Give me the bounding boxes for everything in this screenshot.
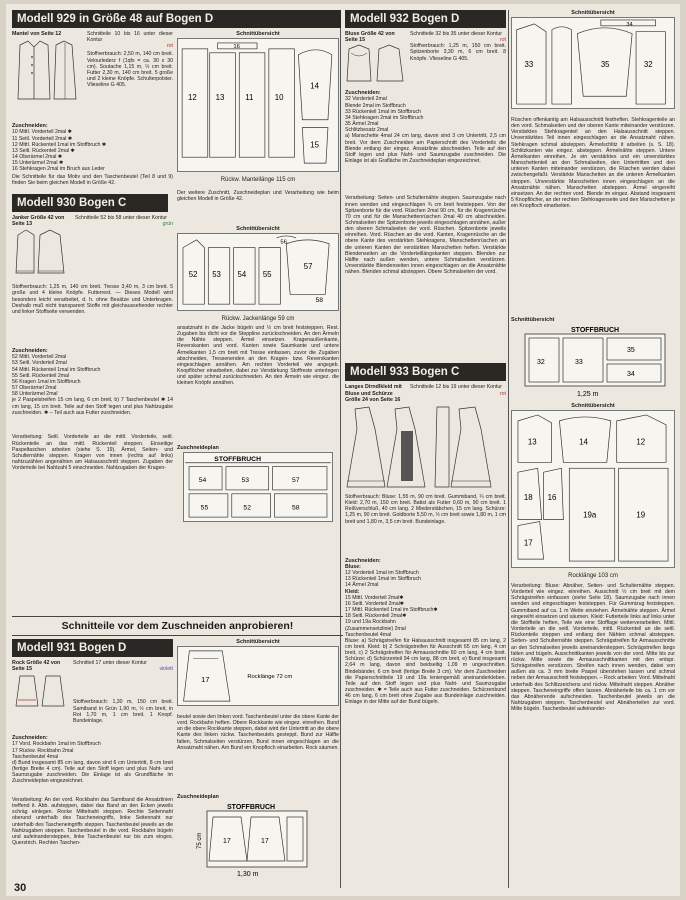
- m931-pattern-diagram: [177, 646, 339, 706]
- m930-pattern-diagram: [177, 233, 339, 311]
- page-number: 30: [14, 882, 27, 894]
- list-item: Blende 2mal im Stoffbruch: [345, 102, 406, 109]
- column-3: [345, 10, 506, 890]
- svg-text:53: 53: [212, 269, 221, 279]
- m931-pieces-list: [12, 741, 173, 759]
- m931-diagram-title: Schnittübersicht: [236, 639, 280, 645]
- list-item: 52 Mittl. Vorderteil 2mal: [12, 354, 67, 361]
- m932-verbrauch: Stoffverbrauch: 1,25 m, 150 cm breit. Spitzenborte 3,30 m, 6 cm breit. 8 Knöpfe. Vlieseline G 405.: [410, 43, 506, 62]
- svg-text:55: 55: [262, 269, 272, 279]
- m929-pieces-list: [12, 129, 173, 172]
- m932-blouse-sketch: [345, 43, 407, 83]
- modell-931-right: [177, 639, 339, 889]
- m929-verbrauch: Stoffverbrauch: 2,50 m, 140 cm breit. Velourlederz f (1qfs = ca. 30 x 30 cm). Soutache 1,15 m, ½ cm breit. Futter 2,30 m, 140 cm breit. 5 große und 2 kleine Knöpfe. Schulterpolster. Vlieseline G 405.: [87, 51, 173, 89]
- svg-text:56: 56: [280, 239, 287, 246]
- m930-right-text: ansatznaht in die Jacke bügeln und ½ cm breit feststeppen. Rest. Zugaben bis dicht vor die Steppline zurückschneiden. An den Ärmeln die Nähte steppen. Ärmel einsetzen. Kragenaußenkante, Reverskanten und vord. Kanten sowie Saumkante und untere Ärmelkanten 1,5 cm breit mit Tresse einfassen, zuvor die Zugaben abschneiden, Tressenenden an den Kragen- bzw. Reverskanten eingeschlagen annähen. Am rechten Vorderteil wie angegeb. Knopflöcher einarbeiten, dabei zur Verstärkung Stoffreste unterlegen und später schmal zurückschneiden. An den Ärmeln wie eingez. die kleinen Knöpfe annähen.: [177, 325, 339, 387]
- m931-contour: violett: [159, 666, 173, 673]
- magazine-page: [6, 4, 680, 896]
- list-item: 17 Rückw. Rockbahn 2mal: [12, 747, 74, 754]
- list-item: Taschenbeutel 4mal: [345, 631, 392, 638]
- m933-garment: Langes Dirndlkleid mit Bluse und Schürze Größe 24 von Seite 16: [345, 384, 402, 403]
- m932-diagram-title: Schnittübersicht: [571, 10, 615, 16]
- svg-text:12: 12: [188, 93, 197, 103]
- m931-zuschneiden-label: Zuschneiden:: [12, 735, 48, 742]
- svg-text:17: 17: [200, 674, 210, 684]
- m930-text3: Verarbeitung: Seitl. Vorderteile an die mittl. Vorderteile, seitl. Rückenteile an das mittl. Rückenteil steppen. Einseitige Paspeltaschen arbeiten (siehe S. 19). Ärmel, Seiten- und Schulternähte steppen. Kragen von innen (rechts auf links) nahtzuzählen angenähten am Halsausschnitt steppen. Zugaben der Vorderteile bei Nahtzahl 5 einschneiden. Nahtzugaben der Kragen-: [12, 434, 173, 472]
- svg-text:13: 13: [527, 437, 537, 447]
- m931-plan-width: 1,30 m: [237, 871, 259, 878]
- svg-text:34: 34: [626, 21, 633, 28]
- list-item: 19 und 19a Rockbahn: [345, 619, 396, 626]
- svg-text:16: 16: [233, 43, 240, 50]
- svg-text:35: 35: [627, 347, 635, 354]
- m929-garment: Mantel von Seite 12: [12, 31, 62, 37]
- m929-zuschneiden-label: Zuschneiden:: [12, 123, 48, 130]
- m933-text1: Stoffverbrauch: Bluse: 1,55 m, 90 cm breit. Gummiband, ¼ cm breit. Kleid: 2,70 m, 150 cm breit. Batist als Futter 0,60 m, 90 cm breit. 1 Reißverschluß, 40 cm lang. 2 Miederstäbchen, 15 cm lang. Schürze: 1,25 m, 90 cm breit. Goldborte 5,50 m, ½ cm breit sowie 1,80 m, 1 cm breit und 1,80 m, 3,5 cm breit. Bundeinlage.: [345, 493, 506, 525]
- modell-933-title: Modell 933 Bogen C: [345, 363, 506, 381]
- m931-plan-label: Zuschneideplan: [177, 794, 219, 800]
- m933-contour: rot: [499, 390, 506, 397]
- m932-text1: a) Manschette 4mal 24 cm lang, davon sind 3 cm Untertritt, 2,5 cm breit. Vor dem Zuschneiden am Papierschnitt des Vorderteils die Blende entlang der eingez. Ansatzlinie abschneiden. Teile auf den Stoff legen und plus Naht- und Saumzugabe zuschneiden. Die Einlage ist als Grafläche im Zuschneideplan eingezeichnet.: [345, 133, 506, 164]
- list-item: 34 Stehkragen 2mal im Stoffbruch: [345, 114, 424, 121]
- m932-right-text: Rüschen offenkantig am Halsausschnitt festheften. Stehkragenteile an den vord. Schmalseiten und der oberen Kante miteinander verstürzen. Verstärktes Stehkragenteil an den Halsausschnitt steppen. Unverstärktes Teil innen eingeschlagen an die Ansatznaht nähen. Stehkragen schmal absteppen. Ärmelschlitz it arbeiten (s. S. 18). Schlitzkanten wie eingez. absteppen. Ärmelnähte steppen. Untere Ärmelkanten einreihen. Je ein verstärktes und ein unverstärktes Manschettenteil an den Schmalseiten, den Untertritten und den unteren Kanten miteinander verstürzen, die Rüschen werden dabei zwischengefaßt. Verstärkte Manschetten an die unteren Ärmelkanten steppen. Unverstärkte Manschetten innen eingeschlagen an die Ansatznähte nähen. Manschetten absteppen. Ärmel eingereiht einsetzen. An der rechten vord. Blende im eingez. Abstand insgesamt 5 Knopflöcher, an der rechten Stehkragenseite und den Manschetten je ein Knopfloch einarbeiten.: [511, 117, 675, 210]
- list-item: 17 Mittl. Rückenteil 1mal im Stoffbruch✱: [345, 607, 438, 614]
- svg-text:54: 54: [237, 269, 247, 279]
- m929-right-text: Der weitere Zuschnitt, Zuschneideplan und Verarbeitung wie beim gleichen Modell in Größe 42.: [177, 190, 339, 203]
- m930-text1: Stoffverbrauch: 1,25 m, 140 cm breit. Tresse 3,40 m, 3 cm breit. 5 große und 4 kleine Knöpfe. Futterrest. — Dieses Modell wird besonders leicht verarbeitet, d. h. ohne Besätze und Unterkragen. Deshalb muß nicht transparent Stoffe mit gleichaussehender rechter und linker Stoffseite verwenden.: [12, 284, 173, 315]
- svg-text:32: 32: [643, 59, 653, 69]
- m932-pattern-diagram: [511, 17, 675, 109]
- svg-text:13: 13: [215, 93, 225, 103]
- m932-text2: Verarbeitung: Seiten- und Schulternähte steppen. Saumzugabe nach innen wenden und eingeschlagen ¾ cm breit feststeppen. Von der Spitzenborte für die vord. Rüschen 2mal 90 cm, für die Kragenrüsche 70 cm und für die Manschettenrüschen 2mal 40 cm abschneiden. Schmalseiten der Spitzenborte jeweils eingeschlagen annähen, außer den oberen Schmalseiten der vord. Rüschen. Spitzenborte jeweils einreihen. Vord. Rüschen an die vord. Kanten, Kragenrüsche an die obere Kante des verstärkten Stehkragens, Manschettenrüschen an die unteren Kanten der verstärkten Manschetten heften. Verstärkte Blendenseiten an die Vorderteillängskanten steppen. Blenden zur Hälfte nach außen wenden, untere Schmalseiten verstürzen. Unverstärkte Blendenseiten innen eingeschlagen an die Ansatznähte nähen. Blenden schmal absteppen. Obere Schmalseiten der vord.: [345, 195, 506, 276]
- m932-contour: rot: [499, 37, 506, 44]
- m930-schnitt: Schnitteile 52 bis 58 unter dieser Kontur: [75, 214, 167, 221]
- svg-text:12: 12: [636, 437, 646, 447]
- m930-cutting-plan: [183, 452, 333, 522]
- m931-text3: Verarbeitung: An der vord. Rockbahn das Samtband die Ansatzlinien treffend it. Abb. aufsteppen, dabei das Band an den Ecken jeweils schräg einlegen. Rocke Mittelnaht steppen. Rechte Seitennaht oberund unterhalb des Tascheneingriffs, linke Seitennaht nur unterhalb des Tascheneingriffs steppen. Taschenbeutel jeweils an die Nahtzugaben steppen. Taschenbeutel in die vord. Rockbahn bügeln und aufeinandersteppen, linke Taschenbeutel nur bis zum einges. Querstrich. Rechten Taschen-: [12, 796, 173, 846]
- m931-stoffbruch: STOFFBRUCH: [227, 804, 276, 811]
- list-item: 57 Oberärmel 2mal: [12, 385, 57, 392]
- modell-932-title: Modell 932 Bogen D: [345, 10, 506, 28]
- m932-plan-label: Schnittübersicht: [511, 317, 555, 323]
- list-item: Taschenbeutel 4mal: [12, 753, 59, 760]
- svg-text:10: 10: [274, 93, 284, 103]
- svg-text:52: 52: [188, 269, 198, 279]
- svg-text:55: 55: [200, 504, 209, 512]
- m931-text1: Stoffverbrauch: 1,30 m, 150 cm breit. Samtband in Grün 1,90 m, ½ cm breit, in Rot 1,70 m, 1 cm breit. 1 Knopf. Bundeinlage.: [73, 699, 173, 724]
- m931-text2: d) Bund insgesamt 85 cm lang, davon sind 6 cm Untertritt, 8 cm breit (fertige Breite 4 cm). Teile auf den Stoff legen und plus Naht- und Saumzugabe zuschneiden. Die Einlage ist als Grundfläche im Zuschneideplan eingezeichnet.: [12, 759, 173, 785]
- m929-note: Die Schnitteile für das Motiv und den Taschenbeutel (Teil 8 und 9) finden Sie beim gleichen Modell in Größe 42.: [12, 173, 173, 186]
- list-item: 13 Rückenteil 1mal im Stoffbruch: [345, 576, 422, 583]
- svg-text:34: 34: [627, 371, 635, 378]
- list-item: 14 Ärmel 2mal: [345, 582, 379, 589]
- m930-garment: Janker Größe 42 von Seite 13: [12, 214, 65, 228]
- svg-text:18: 18: [523, 492, 533, 502]
- m930-stoffbruch: STOFFBRUCH: [214, 455, 261, 463]
- m931-plan-height: 75 cm: [197, 832, 203, 849]
- m930-diagram-caption: Rückw. Jackenlänge 59 cm: [221, 316, 295, 322]
- list-item: 12 Mittl. Rückenteil 1mal im Stoffbruch ✱: [12, 141, 107, 148]
- list-item: 35 Ärmel 2mal: [345, 121, 379, 128]
- column-2: [177, 10, 339, 610]
- m929-schnitt: Schnitteile 10 bis 16 unter dieser Kontur: [87, 31, 173, 44]
- svg-text:19: 19: [636, 510, 646, 520]
- svg-text:33: 33: [575, 359, 583, 366]
- list-item: 10 Mittl. Vorderteil 2mal ✱: [12, 129, 72, 136]
- svg-text:58: 58: [292, 504, 300, 512]
- list-item: 58 Unterärmel 2mal: [12, 391, 58, 398]
- svg-text:57: 57: [292, 477, 300, 485]
- m932-zuschneiden-label: Zuschneiden:: [345, 90, 381, 97]
- list-item: 16 Seitl. Vorderteil 2mal✱: [345, 600, 405, 607]
- m931-garment: Rock Größe 42 von Seite 15: [12, 660, 61, 673]
- list-item: 13 Seitl. Rückenteil 2mal ✱: [12, 147, 75, 154]
- banner: Schnitteile vor dem Zuschneiden anprobieren!: [12, 616, 343, 636]
- list-item: 17 Vord. Rockbahn 1mal im Stoffbruch: [12, 741, 101, 748]
- list-item: 54 Mittl. Rückenteil 1mal im Stoffbruch: [12, 366, 101, 373]
- m933-schnitt: Schnitteile 12 bis 19 unter dieser Kontur: [410, 384, 502, 391]
- m932-cutting-plan: [511, 324, 675, 398]
- m931-schnitt: Schnitteil 17 unter dieser Kontur: [73, 660, 147, 666]
- list-item: 14 Oberärmel 2mal ✱: [12, 154, 63, 161]
- m930-zuschneiden-label: Zuschneiden:: [12, 348, 48, 355]
- m930-jacket-sketch: [12, 227, 72, 279]
- list-item: Schlitzbesatz 2mal: [345, 127, 389, 134]
- m933-diagram-title: Schnittübersicht: [571, 403, 615, 409]
- m933-zuschneiden-label: Zuschneiden:: [345, 557, 381, 564]
- m929-coat-sketch: [12, 37, 84, 103]
- m933-pattern-diagram: [511, 410, 675, 568]
- list-item: 18 Seitl. Rückenteil 2mal✱: [345, 613, 407, 620]
- svg-text:16: 16: [547, 492, 557, 502]
- m930-diagram-title: Schnittübersicht: [236, 226, 280, 232]
- svg-text:19a: 19a: [583, 510, 597, 520]
- list-item: 15 Mittl. Vorderteil 2mal✱: [345, 594, 404, 601]
- svg-text:17: 17: [223, 838, 231, 845]
- list-item: 55 Seitl. Rückenteil 2mal: [12, 372, 70, 379]
- modell-931-left: [12, 639, 173, 897]
- modell-930-title: Modell 930 Bogen C: [12, 194, 168, 212]
- m933-text2: Bluse: a) Schrägstreifen für Halsausschnitt insgesamt 85 cm lang, 2 cm breit. Kleid: b) 2 Schrägstreifen für Ausschnitt 65 cm lang, 4 cm breit, c) 2 Schrägstreifen für Armausschnitte 60 cm lang, 4 cm breit. Schürze: d) Schürzenteil 94 cm lang, 88 cm breit, e) Bund insgesamt 2,64 m lang, davon sind beidseitig 1,09 m ungeschnitten. Bindebänder, 6 cm breit (fertige Breite 3 cm). Vor dem Zuschneiden die Papierschnitteile 19 und 19a leniengemäß aneinanderkleben. Teile auf den Stoff legen und plus Naht- und Saumzugabe zuschneiden. ✱ = Teile auch aus Futter zuschneiden. Schürzenbund 46 cm lang, 6 cm breit ohne Zugabe aus Bundeinlage zuschneiden. Einlage in der Mitte auf der Bund bügeln.: [345, 637, 506, 706]
- m933-right-text: Verarbeitung: Bluse: Abnäher, Seiten- und Schulternähte steppen. Vorderteil wie eingez. einreihen. Ausschnitt ½ cm breit mit dem Schrägstreifen einfassen (siehe Seite 18). Saumzugabe nach innen wenden und eingeschlagen feststeppen. Für Gummizug feststeppen. Gummiband auf ca. 1 m Weite einziehen. Ärmelnähte steppen. Ärmel eingereiht einsetzen und säumen. Kleid: Futterteile links auf links unter die Stoffteile heften, Teile wie eine Stofflage weiterverarbeiten. Mittl. Vorderteile an die seitl. Vorderteile, mittl. Rückenteil an die seitl. Rückenteile steppen und entlang den Nähten schmal absteppen. Seiten- und Schulternähte steppen. Schrägstreifen für Armausschnitte an den Schmalseiten jeweils aneinandersteppen. Schrägstreifen längs falten und bügeln. Ausschnittkanten jeweils von der vord. Mitte bis zur rückw. Mitte sowie die Armausschnittkanten mit den entspr. Schrägstreifen verstürzen. Streifen nach innen wenden, dabei von außen als ca. 3 mm breite Paspel überstehen lassen und schmal neben der Armausschnitt feststeppen. – Rock arbeiten: Vord. Mittelnaht unterhalb des Schlitzzeichens und rückw. Mittelnaht steppen. Abnäher steppen. Tascheneingriffe offen lassen. Abnäherteile bis ca. 1 cm vor das Abnäherende aufschneiden. Taschenbeutel jeweils an die Nahtzugaben steppen. Taschenbeutel und Abnäherteilen zur vord. Mitte bügeln. Taschenbeutel aufeinander-: [511, 583, 675, 713]
- list-item: (Zusammensetzlinie) 2mal: [345, 625, 406, 632]
- m932-pieces-list: [345, 96, 506, 133]
- modell-929-title: Modell 929 in Größe 48 auf Bogen D: [12, 10, 341, 28]
- svg-text:53: 53: [241, 477, 250, 485]
- column-divider: [340, 10, 341, 888]
- list-item: 53 Seitl. Vorderteil 2mal: [12, 360, 67, 367]
- m931-skirt-sketch: [12, 672, 70, 708]
- m933-bluse-label: Bluse:: [345, 563, 361, 570]
- m933-diagram-caption: Rocklänge 103 cm: [568, 573, 618, 579]
- m929-diagram-title: Schnittübersicht: [236, 31, 280, 37]
- m929-contour: rot: [166, 43, 173, 50]
- svg-text:33: 33: [524, 59, 534, 69]
- svg-text:54: 54: [198, 477, 207, 485]
- svg-text:58: 58: [315, 297, 324, 305]
- m933-dress-sketch: [345, 403, 506, 489]
- m933-kleid-label: Kleid:: [345, 588, 360, 595]
- m932-stoffbruch: STOFFBRUCH: [571, 327, 620, 334]
- m929-pattern-diagram: [177, 38, 339, 172]
- list-item: 32 Vorderteil 2mal: [345, 96, 387, 103]
- m930-plan-label: Zuschneideplan: [177, 445, 219, 451]
- svg-text:11: 11: [245, 93, 254, 103]
- list-item: 33 Rückenteil 1mal im Stoffbruch: [345, 108, 422, 115]
- m932-garment: Bluse Größe 42 von Seite 15: [345, 31, 395, 44]
- column-4: [511, 10, 675, 890]
- m930-pieces-list: [12, 354, 173, 397]
- svg-text:15: 15: [310, 140, 319, 150]
- list-item: 11 Seitl. Vorderteil 2mal ✱: [12, 135, 73, 142]
- svg-text:52: 52: [243, 504, 251, 512]
- m932-plan-width: 1,25 m: [577, 391, 599, 398]
- list-item: 15 Unterärmel 2mal ✱: [12, 160, 64, 167]
- svg-text:57: 57: [303, 262, 313, 272]
- svg-text:14: 14: [579, 437, 588, 447]
- list-item: 12 Vorderteil 1mal im Stoffbruch: [345, 570, 419, 577]
- modell-931-title: Modell 931 Bogen D: [12, 639, 173, 657]
- m929-diagram-caption: Rückw. Mantellänge 115 cm: [220, 177, 296, 183]
- m932-schnitt: Schnitteile 32 bis 35 unter dieser Kontur: [410, 31, 502, 37]
- m931-cutting-plan: [197, 801, 317, 879]
- svg-text:35: 35: [600, 59, 610, 69]
- m930-text2: je 2 Paspelstreifen 15 cm lang, 6 cm breit, b) 7 Taschenbeutel ✱ 14 cm lang, 15 cm breit. Teile auf den Stoff legen und plus Nahtzugabe zuschneiden. ✱ – Teil auch aus Futter zuschneiden.: [12, 397, 173, 416]
- list-item: 56 Kragen 1mal im Stoffbruch: [12, 378, 81, 385]
- svg-text:17: 17: [261, 838, 269, 845]
- list-item: 16 Stehkragen 2mal im Bruch aus Leder: [12, 166, 105, 173]
- m931-right-text: beutel sowie den linken vord. Taschenbeutel unter die obere Kante der vord. Rockbahn heften. Obere Rockkante wie eingez. einreihen. Bund an die obere Rockkante steppen, dabei wird der Untertritt an die obere Kante des linken rückw. Taschenbeutels gesteppt. Bund zur Hälfte falten, Schmalseiten verstürzen, Bund innen eingeschlagen an die Ansatznaht nähen. Am Bund ein Knopfloch einarbeiten. Rock säumen.: [177, 714, 339, 751]
- svg-text:32: 32: [537, 359, 545, 366]
- svg-text:17: 17: [523, 538, 533, 548]
- svg-text:14: 14: [310, 81, 319, 91]
- column-divider: [508, 10, 509, 888]
- m930-contour: grün: [162, 221, 173, 228]
- m931-diagram-caption: Rocklänge 72 cm: [247, 673, 293, 680]
